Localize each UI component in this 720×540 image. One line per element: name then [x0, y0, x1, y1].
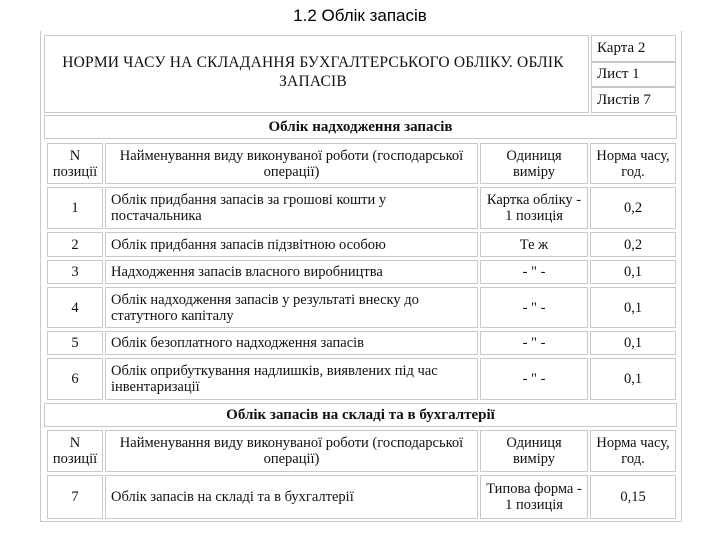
row-5-num: 5 [47, 331, 103, 355]
section-title-receipts: Облік надходження запасів [44, 115, 677, 139]
column-header-name-2: Найменування виду виконуваної роботи (господарської операції) [105, 430, 478, 472]
row-4-norm: 0,1 [590, 287, 676, 328]
row-5-name: Облік безоплатного надходження запасів [105, 331, 478, 355]
row-1-name: Облік придбання запасів за грошові кошти у постачальника [105, 187, 478, 229]
column-header-unit-2: Одиниця виміру [480, 430, 588, 472]
row-6-num: 6 [47, 358, 103, 400]
row-6-norm: 0,1 [590, 358, 676, 400]
row-4-unit: - " - [480, 287, 588, 328]
row-4-num: 4 [47, 287, 103, 328]
row-1-num: 1 [47, 187, 103, 229]
row-3-unit: - " - [480, 260, 588, 284]
row-2-unit: Те ж [480, 232, 588, 257]
row-6-unit: - " - [480, 358, 588, 400]
row-5-unit: - " - [480, 331, 588, 355]
row-7-num: 7 [47, 475, 103, 519]
column-header-unit: Одиниця виміру [480, 143, 588, 184]
document-title: НОРМИ ЧАСУ НА СКЛАДАННЯ БУХГАЛТЕРСЬКОГО ОБЛІКУ. ОБЛІК ЗАПАСІВ [62, 54, 564, 90]
section-title-warehouse: Облік запасів на складі та в бухгалтерії [44, 403, 677, 427]
row-7-name: Облік запасів на складі та в бухгалтерії [105, 475, 478, 519]
column-header-num: N позиції [47, 143, 103, 184]
row-2-num: 2 [47, 232, 103, 257]
row-3-num: 3 [47, 260, 103, 284]
card-number: Карта 2 [591, 35, 676, 62]
row-4-name: Облік надходження запасів у результаті внеску до статутного капіталу [105, 287, 478, 328]
column-header-num-2: N позиції [47, 430, 103, 472]
row-2-name: Облік придбання запасів підзвітною особою [105, 232, 478, 257]
column-header-norm-2: Норма часу, год. [590, 430, 676, 472]
row-2-norm: 0,2 [590, 232, 676, 257]
slide-title: 1.2 Облік запасів [293, 6, 427, 25]
row-1-norm: 0,2 [590, 187, 676, 229]
row-3-norm: 0,1 [590, 260, 676, 284]
row-1-unit: Картка обліку - 1 позиція [480, 187, 588, 229]
sheet-number: Лист 1 [591, 62, 676, 87]
column-header-norm: Норма часу, год. [590, 143, 676, 184]
row-7-unit: Типова форма - 1 позиція [480, 475, 588, 519]
row-7-norm: 0,15 [590, 475, 676, 519]
row-3-name: Надходження запасів власного виробництва [105, 260, 478, 284]
row-6-name: Облік оприбуткування надлишків, виявлених під час інвентаризації [105, 358, 478, 400]
column-header-name: Найменування виду виконуваної роботи (господарської операції) [105, 143, 478, 184]
sheet-count: Листів 7 [591, 87, 676, 113]
row-5-norm: 0,1 [590, 331, 676, 355]
